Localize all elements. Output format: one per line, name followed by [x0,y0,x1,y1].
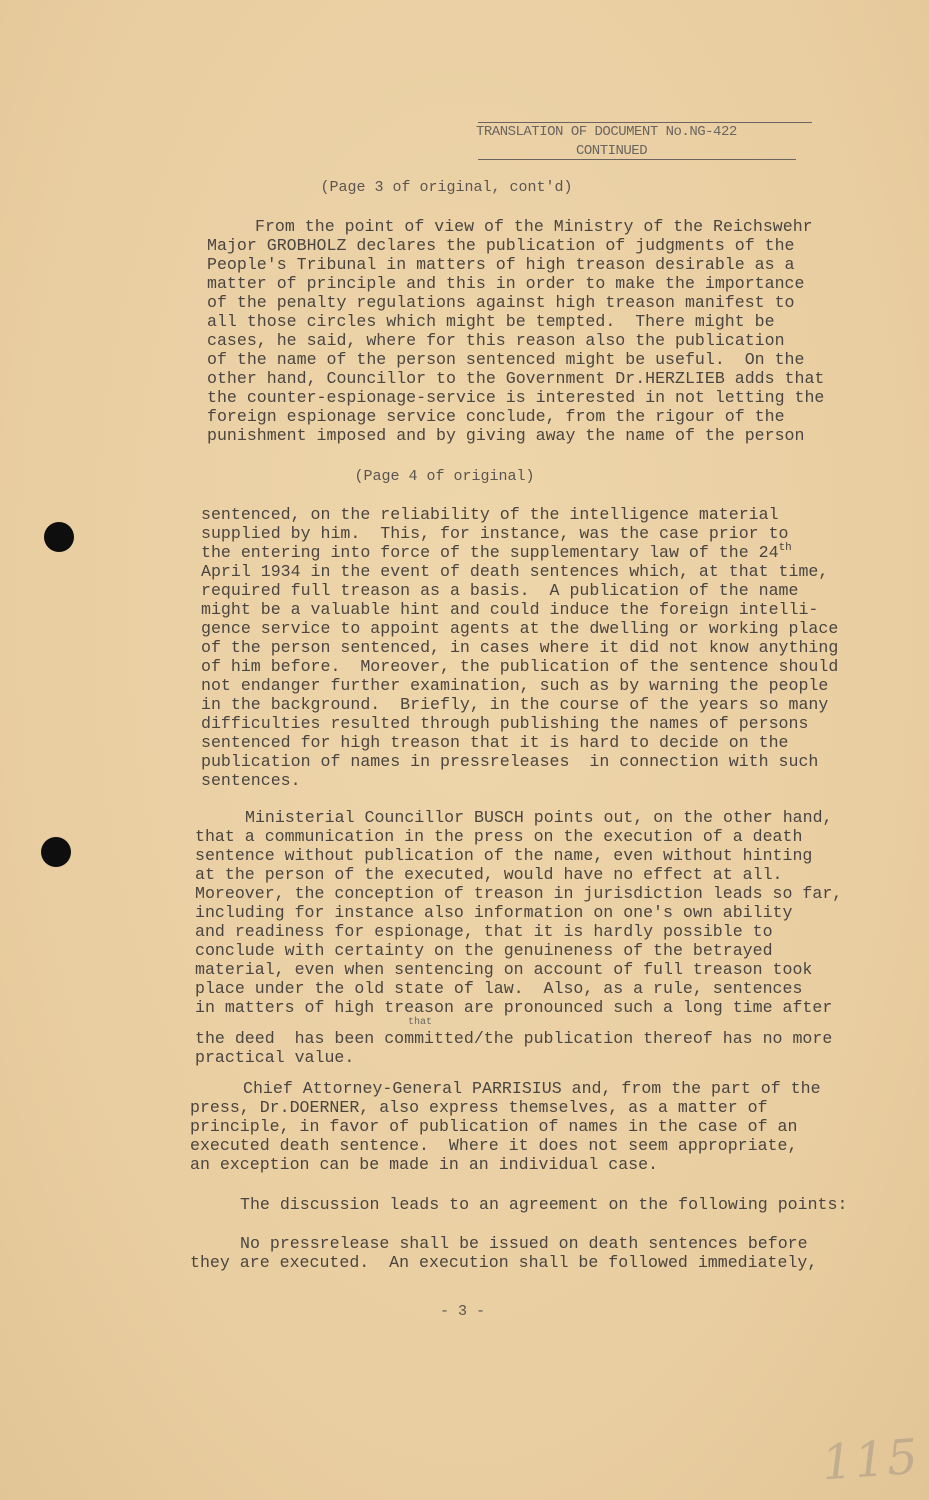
text-line-content: including for instance also information on one's own ability [195,903,793,922]
text-line [207,274,824,293]
text-line-content: executed death sentence. Where it does not seem appropriate, [190,1136,798,1155]
text-line-content: all those circles which might be tempted. There might be [207,312,775,331]
text-line-content: publication of names in pressreleases in connection with such [201,752,819,771]
text-line [201,543,838,562]
text-line-content: supplied by him. This, for instance, was the case prior to [201,524,789,543]
paragraph-continued [201,505,838,790]
text-line [190,1155,821,1174]
text-line [190,1117,821,1136]
paragraph-parrisius [190,1079,821,1174]
text-line-content: difficulties resulted through publishing the names of persons [201,714,809,733]
text-line [201,676,838,695]
text-line [195,1029,842,1048]
text-line [190,1253,817,1272]
text-line-content: From the point of view of the Ministry of the Reichswehr [255,217,813,236]
document-header-continued: CONTINUED [576,143,648,159]
page-4-label: (Page 4 of original) [354,468,535,485]
text-line [190,1079,821,1098]
text-line-content: in the background. Briefly, in the course of the years so many [201,695,829,714]
text-line [195,827,842,846]
text-line-content: April 1934 in the event of death sentences which, at that time, [201,562,829,581]
text-line-content: gence service to appoint agents at the dwelling or working place [201,619,839,638]
text-line [195,1048,842,1067]
text-line [201,524,838,543]
text-line [207,350,824,369]
text-line [195,808,842,827]
text-line-content: matter of principle and this in order to make the importance [207,274,805,293]
superscript-ordinal: th [778,542,792,554]
text-line-content: the counter-espionage-service is interested in not letting the [207,388,825,407]
page-3-label: (Page 3 of original, cont'd) [320,179,573,196]
text-line [201,600,838,619]
text-line-content: they are executed. An execution shall be followed immediately, [190,1253,818,1272]
text-line-content: place under the old state of law. Also, as a rule, sentences [195,979,803,998]
text-line [201,733,838,752]
text-line [195,903,842,922]
text-line-content: in matters of high treason are pronounced such a long time after [195,998,833,1017]
text-line [207,255,824,274]
page-number: - 3 - [439,1303,485,1320]
text-line-content: No pressrelease shall be issued on death sentences before [240,1234,808,1253]
paragraph-agreement [190,1195,847,1214]
text-line-content: practical value. [195,1048,355,1067]
text-line-content: sentenced for high treason that it is hard to decide on the [201,733,789,752]
text-line-content: of the name of the person sentenced might be useful. On the [207,350,805,369]
text-line [207,236,824,255]
text-line-content: foreign espionage service conclude, from the rigour of the [207,407,785,426]
paragraph-busch [195,808,842,1067]
text-line [207,312,824,331]
paragraph-pressrelease [190,1234,817,1272]
text-line-content: press, Dr.DOERNER, also express themselves, as a matter of [190,1098,768,1117]
text-line [195,960,842,979]
text-line-content: of him before. Moreover, the publication of the sentence should [201,657,839,676]
text-line-content: of the person sentenced, in cases where it did not know anything [201,638,839,657]
text-line [195,998,842,1017]
text-line-content: at the person of the executed, would have no effect at all. [195,865,783,884]
text-line [190,1195,847,1214]
text-line [195,979,842,998]
text-line [190,1098,821,1117]
text-line [207,217,824,236]
header-bottom-rule [478,159,796,160]
text-line-content: sentence without publication of the name, even without hinting [195,846,813,865]
text-line-content: might be a valuable hint and could induce the foreign intelli- [201,600,819,619]
text-line-content: required full treason as a basis. A publication of the name [201,581,799,600]
text-line [207,426,824,445]
text-line [201,771,838,790]
text-line [201,562,838,581]
text-line-content: conclude with certainty on the genuineness of the betrayed [195,941,773,960]
text-line-content: Moreover, the conception of treason in jurisdiction leads so far, [195,884,843,903]
text-line-content: punishment imposed and by giving away the name of the person [207,426,805,445]
text-line [207,388,824,407]
header-top-rule [478,122,812,123]
text-line-content: other hand, Councillor to the Government Dr.HERZLIEB adds that [207,369,825,388]
text-line [207,407,824,426]
handwritten-folio-number: 115 [820,1428,922,1492]
text-line [195,922,842,941]
text-line [201,752,838,771]
handwritten-insertion: that [408,1017,433,1028]
text-line-content: sentences. [201,771,301,790]
text-line-content: The discussion leads to an agreement on the following points: [240,1195,848,1214]
text-line [201,638,838,657]
text-line [201,581,838,600]
text-line [195,846,842,865]
document-header: TRANSLATION OF DOCUMENT No.NG-422 [476,124,737,140]
text-line [195,884,842,903]
text-line-content: not endanger further examination, such as by warning the people [201,676,829,695]
text-line-content: the deed has been committed/the publication thereof has no more [195,1029,833,1048]
text-line-content: an exception can be made in an individual case. [190,1155,659,1174]
text-line-content: the entering into force of the supplementary law of the 24 [201,543,779,562]
text-line [201,714,838,733]
text-line-content: cases, he said, where for this reason also the publication [207,331,785,350]
paragraph-grobholz [207,217,824,445]
text-line [207,331,824,350]
text-line [201,695,838,714]
text-line-content: principle, in favor of publication of names in the case of an [190,1117,798,1136]
text-line-content: People's Tribunal in matters of high treason desirable as a [207,255,795,274]
punch-hole [44,522,74,552]
text-line [190,1136,821,1155]
text-line [195,941,842,960]
text-line [190,1234,817,1253]
text-line-content: sentenced, on the reliability of the intelligence material [201,505,779,524]
text-line-content: of the penalty regulations against high treason manifest to [207,293,795,312]
text-line-content: Major GROBHOLZ declares the publication of judgments of the [207,236,795,255]
text-line [201,505,838,524]
text-line [201,619,838,638]
text-line-content: and readiness for espionage, that it is hardly possible to [195,922,773,941]
text-line-content: Ministerial Councillor BUSCH points out, on the other hand, [245,808,833,827]
text-line-content: Chief Attorney-General PARRISIUS and, from the part of the [243,1079,821,1098]
text-line [207,293,824,312]
text-line [207,369,824,388]
text-line-content: that a communication in the press on the execution of a death [195,827,803,846]
punch-hole [41,837,71,867]
text-line [201,657,838,676]
text-line [195,865,842,884]
text-line-content: material, even when sentencing on account of full treason took [195,960,813,979]
